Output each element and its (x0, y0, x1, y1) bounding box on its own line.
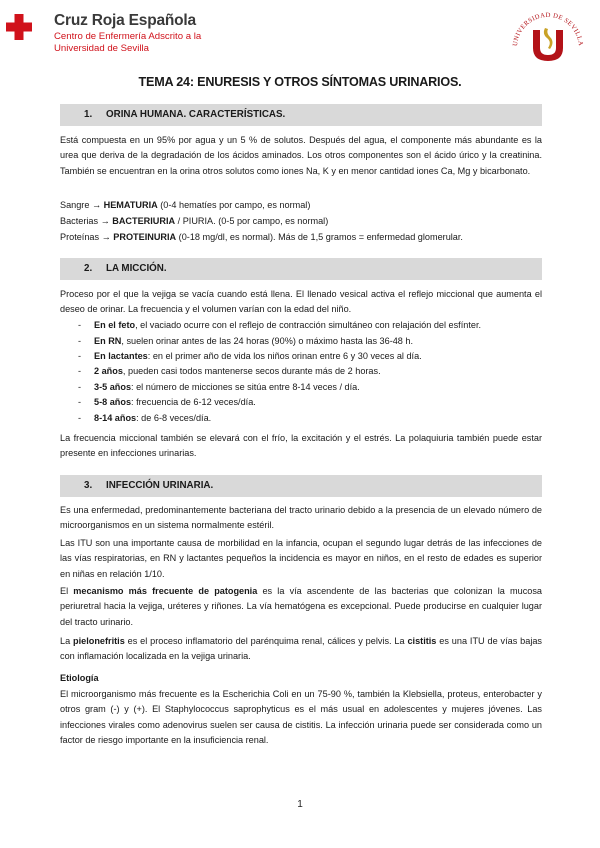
paragraph: La pielonefritis es el proceso inflamatorio del parénquima renal, cálices y pelvis. La cistitis es una ITU de vías bajas con inflamación localizada en la vejiga urinaria. (60, 636, 542, 662)
page-number: 1 (297, 799, 303, 810)
paragraph: Está compuesta en un 95% por agua y un 5 % de solutos. Después del agua, el componente más abundante es la urea que deriva de la degradación de los ácidos aminados. Los otros componentes son el ácido úrico y la creatinina. También se encuentran en la orina otros solutos como iones Na, K y en menor cantidad iones Ca, Mg y bicarbonato. (60, 135, 542, 176)
list-item: - 2 años, pueden casi todos mantenerse secos durante más de 2 horas. (78, 366, 381, 376)
red-cross-icon (6, 14, 32, 40)
list-item: - 5-8 años: frecuencia de 6-12 veces/día. (78, 397, 256, 407)
org-name: Cruz Roja Española (54, 12, 196, 29)
document-title: TEMA 24: ENURESIS Y OTROS SÍNTOMAS URINARIOS. (138, 75, 462, 89)
paragraph: Proceso por el que la vejiga se vacía cuando está llena. El llenado vesical activa el reflejo miccional que aumenta el deseo de orinar. La frecuencia y el volumen varían con la edad del niño. (60, 289, 542, 315)
org-subtitle: Centro de Enfermería Adscrito a la Universidad de Sevilla (54, 31, 202, 54)
urine-line-hematuria: Sangre → HEMATURIA (0-4 hematíes por campo, es normal) (60, 200, 311, 210)
list-item: - 3-5 años: el número de micciones se sitúa entre 8-14 veces / día. (78, 382, 360, 392)
paragraph: Las ITU son una importante causa de morbilidad en la infancia, ocupan el segundo lugar detrás de las infecciones de las vías respiratorias, en RN y lactantes pequeños la incidencia es mayor en niños, en el resto de edades es superior en niñas en relación 1/10. (60, 538, 542, 579)
section-heading-3: 3. INFECCIÓN URINARIA. (60, 475, 542, 497)
university-seal-icon (509, 8, 587, 68)
list-item: - En RN, suelen orinar antes de las 24 horas (90%) o máximo hasta las 36-48 h. (78, 336, 414, 346)
paragraph: El microorganismo más frecuente es la Escherichia Coli en un 75-90 %, también la Klebsiella, proteus, enterobacter y otros gram (-) y (+). El Staphylococcus saprophyticus es el más usual en adolescentes y mujeres jóvenes. Las infecciones virales como adenovirus suelen ser causa de cistitis. La infección urinaria puede ser considerada como un factor de riesgo importante en la insuficiencia renal. (60, 689, 542, 745)
paragraph: El mecanismo más frecuente de patogenia es la vía ascendente de las bacterias que colonizan la mucosa periuretral hacia la vejiga, uréteres y riñones. La vía hematógena es excepcional. Puede producirse en cualquier lugar del tracto urinario. (60, 586, 542, 627)
subheading-etiologia: Etiología (60, 673, 99, 683)
svg-text:UNIVERSIDAD DE SEVILLA (512, 12, 584, 47)
urine-line-proteinuria: Proteínas → PROTEINURIA (0-18 mg/dl, es normal). Más de 1,5 gramos = enfermedad glomerular. (60, 232, 463, 242)
paragraph: La frecuencia miccional también se elevará con el frío, la excitación y el estrés. La polaquiuria también puede estar presente en infecciones urinarias. (60, 433, 542, 459)
section-heading-2: 2. LA MICCIÓN. (60, 258, 542, 280)
urine-line-bacteriuria: Bacterias → BACTERIURIA / PIURIA. (0-5 por campo, es normal) (60, 216, 329, 226)
university-logo-text: UNIVERSIDAD DE SEVILLA (511, 11, 585, 47)
section-heading-1: 1. ORINA HUMANA. CARACTERÍSTICAS. (60, 104, 542, 126)
list-item: - En lactantes: en el primer año de vida los niños orinan entre 6 y 30 veces al día. (78, 351, 422, 361)
paragraph: Es una enfermedad, predominantemente bacteriana del tracto urinario debido a la presencia de un elevado número de microorganismos en un sistema normalmente estéril. (60, 505, 542, 531)
list-item: - En el feto, el vaciado ocurre con el reflejo de contracción simultáneo con relajación del esfínter. (78, 320, 482, 330)
list-item: - 8-14 años: de 6-8 veces/día. (78, 413, 212, 423)
